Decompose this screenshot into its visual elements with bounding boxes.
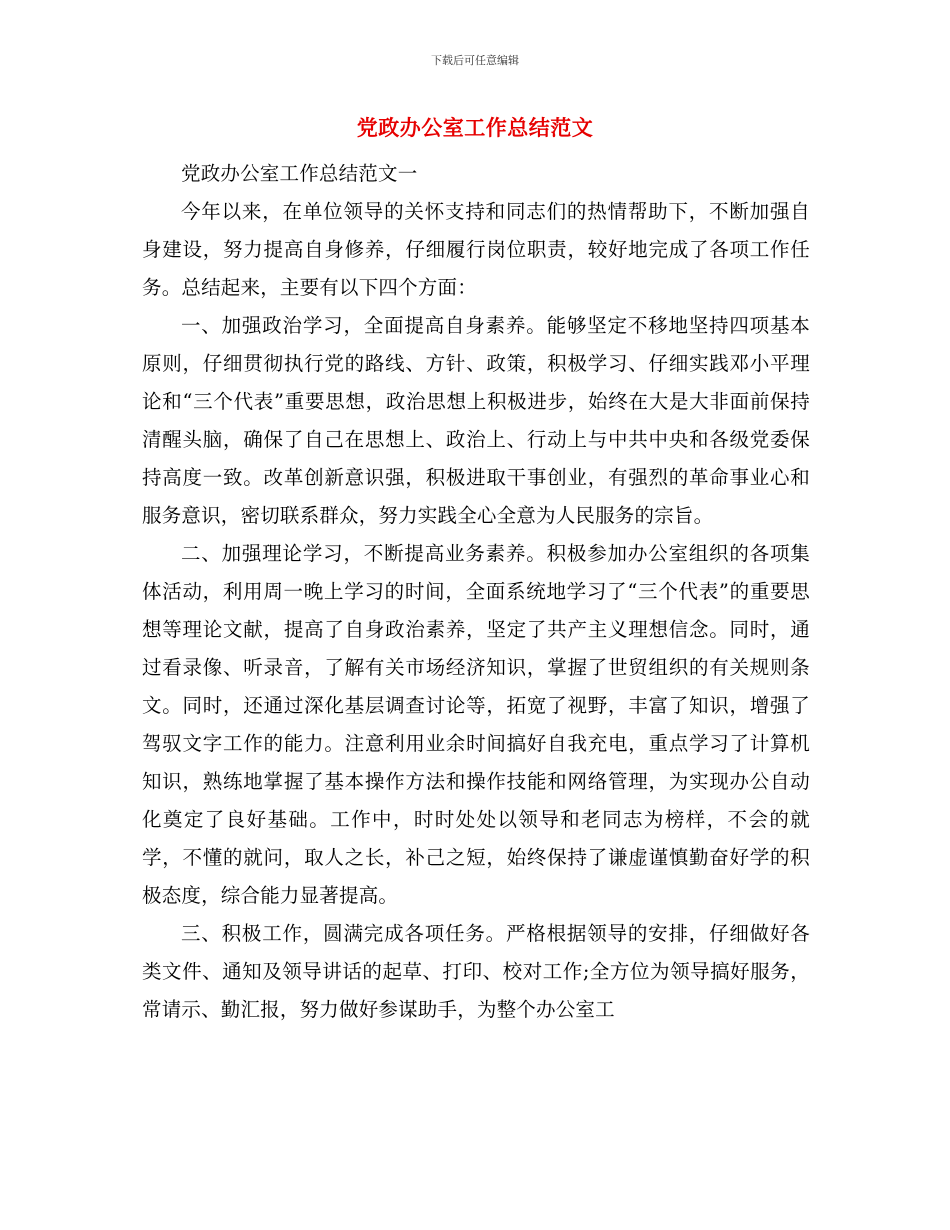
document-subtitle: 党政办公室工作总结范文一 <box>181 162 418 185</box>
document-body <box>142 155 810 1029</box>
paragraph-intro: 今年以来，在单位领导的关怀支持和同志们的热情帮助下，不断加强自身建设，努力提高自身修养，仔细履行岗位职责，较好地完成了各项工作任务。总结起来，主要有以下四个方面： <box>142 200 810 299</box>
paragraph-active-work: 三、积极工作，圆满完成各项任务。严格根据领导的安排，仔细做好各类文件、通知及领导讲话的起草、打印、校对工作;全方位为领导搞好服务，常请示、勤汇报，努力做好参谋助手，为整个办公室工 <box>142 922 810 1021</box>
document-title: 党政办公室工作总结范文 <box>356 115 594 140</box>
page-header-note: 下载后可任意编辑 <box>431 54 519 67</box>
paragraph-political-study: 一、加强政治学习，全面提高自身素养。能够坚定不移地坚持四项基本原则，仔细贯彻执行党的路线、方针、政策，积极学习、仔细实践邓小平理论和“三个代表”重要思想，政治思想上积极进步，始终在大是大非面前保持清醒头脑，确保了自己在思想上、政治上、行动上与中共中央和各级党委保持高度一致。改革创新意识强，积极进取干事创业，有强烈的革命事业心和服务意识，密切联系群众，努力实践全心全意为人民服务的宗旨。 <box>142 314 810 527</box>
paragraph-theory-study: 二、加强理论学习，不断提高业务素养。积极参加办公室组织的各项集体活动，利用周一晚上学习的时间，全面系统地学习了“三个代表”的重要思想等理论文献，提高了自身政治素养，坚定了共产主义理想信念。同时，通过看录像、听录音，了解有关市场经济知识，掌握了世贸组织的有关规则条文。同时，还通过深化基层调查讨论等，拓宽了视野，丰富了知识，增强了驾驭文字工作的能力。注意利用业余时间搞好自我充电，重点学习了计算机知识，熟练地掌握了基本操作方法和操作技能和网络管理，为实现办公自动化奠定了良好基础。工作中，时时处处以领导和老同志为榜样，不会的就学，不懂的就问，取人之长，补己之短，始终保持了谦虚谨慎勤奋好学的积极态度，综合能力显著提高。 <box>142 542 810 907</box>
